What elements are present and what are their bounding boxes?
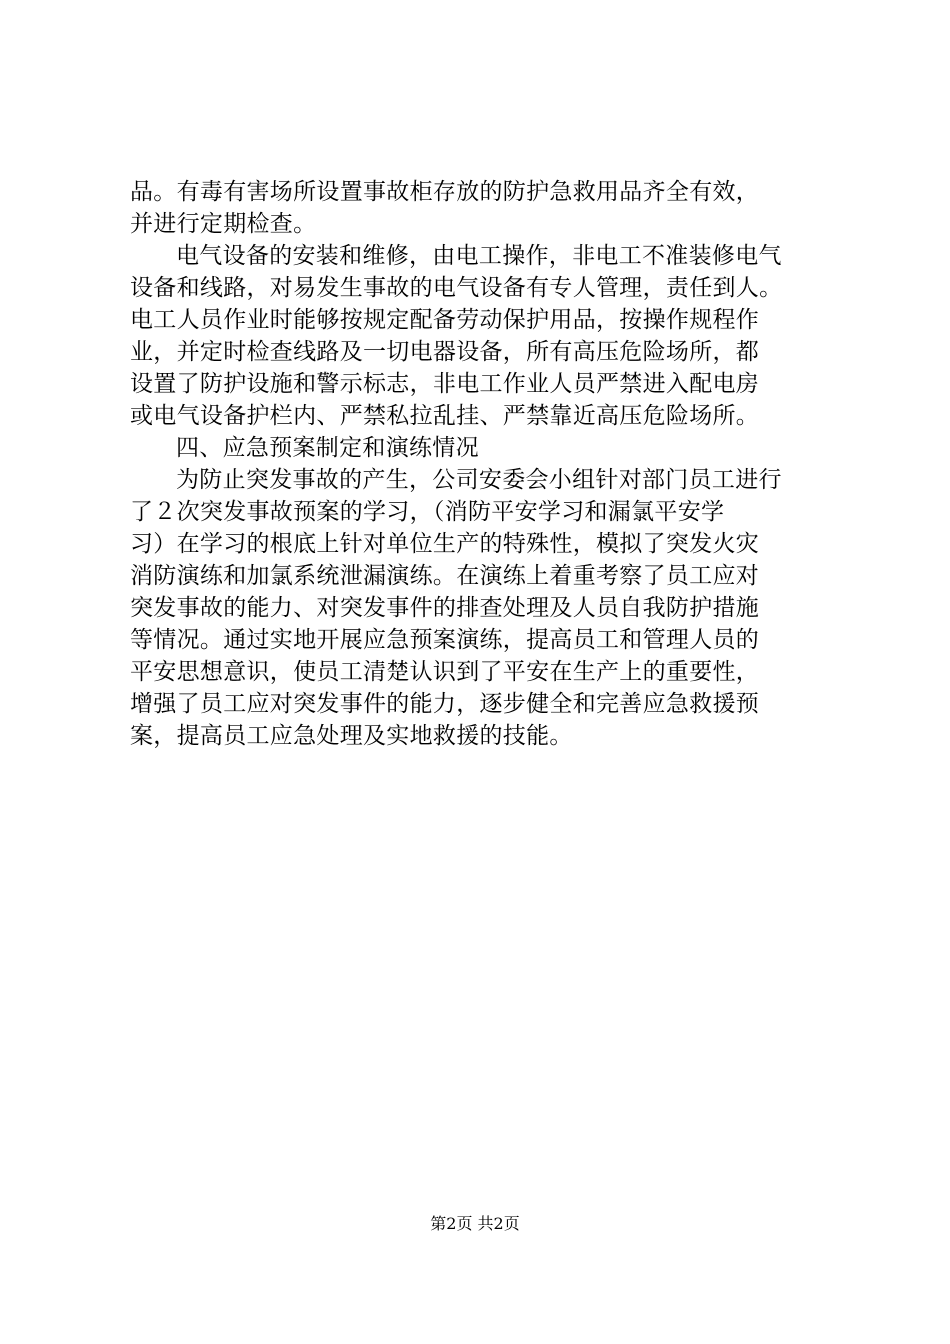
text-line: 案，提高员工应急处理及实地救援的技能。 [130,723,573,749]
text-line: 设备和线路，对易发生事故的电气设备有专人管理，责任到人。 [130,275,783,301]
text-line: 增强了员工应对突发事件的能力，逐步健全和完善应急救援预 [130,691,760,717]
document-body [130,176,830,752]
text-line: 并进行定期检查。 [130,211,317,237]
text-line: 习）在学习的根底上针对单位生产的特殊性，模拟了突发火灾 [130,531,760,557]
text-line: 业，并定时检查线路及一切电器设备，所有高压危险场所，都 [130,339,760,365]
text-line: 品。有毒有害场所设置事故柜存放的防护急救用品齐全有效， [130,179,760,205]
text-line: 等情况。通过实地开展应急预案演练，提高员工和管理人员的 [130,627,760,653]
text-line: 突发事故的能力、对突发事件的排查处理及人员自我防护措施 [130,595,760,621]
page-number-footer: 第2页 共2页 [430,1214,520,1233]
section-heading: 四、应急预案制定和演练情况 [176,435,479,461]
text-line: 消防演练和加氯系统泄漏演练。在演练上着重考察了员工应对 [130,563,760,589]
paragraph-start-line: 为防止突发事故的产生，公司安委会小组针对部门员工进行 [176,467,782,493]
text-line: 设置了防护设施和警示标志，非电工作业人员严禁进入配电房 [130,371,760,397]
text-line: 电工人员作业时能够按规定配备劳动保护用品，按操作规程作 [130,307,760,333]
text-line: 或电气设备护栏内、严禁私拉乱挂、严禁靠近高压危险场所。 [130,403,760,429]
text-line: 了２次突发事故预案的学习，（消防平安学习和漏氯平安学 [130,499,725,525]
paragraph-start-line: 电气设备的安装和维修，由电工操作，非电工不准装修电气 [176,243,782,269]
text-line: 平安思想意识，使员工清楚认识到了平安在生产上的重要性， [130,659,760,685]
